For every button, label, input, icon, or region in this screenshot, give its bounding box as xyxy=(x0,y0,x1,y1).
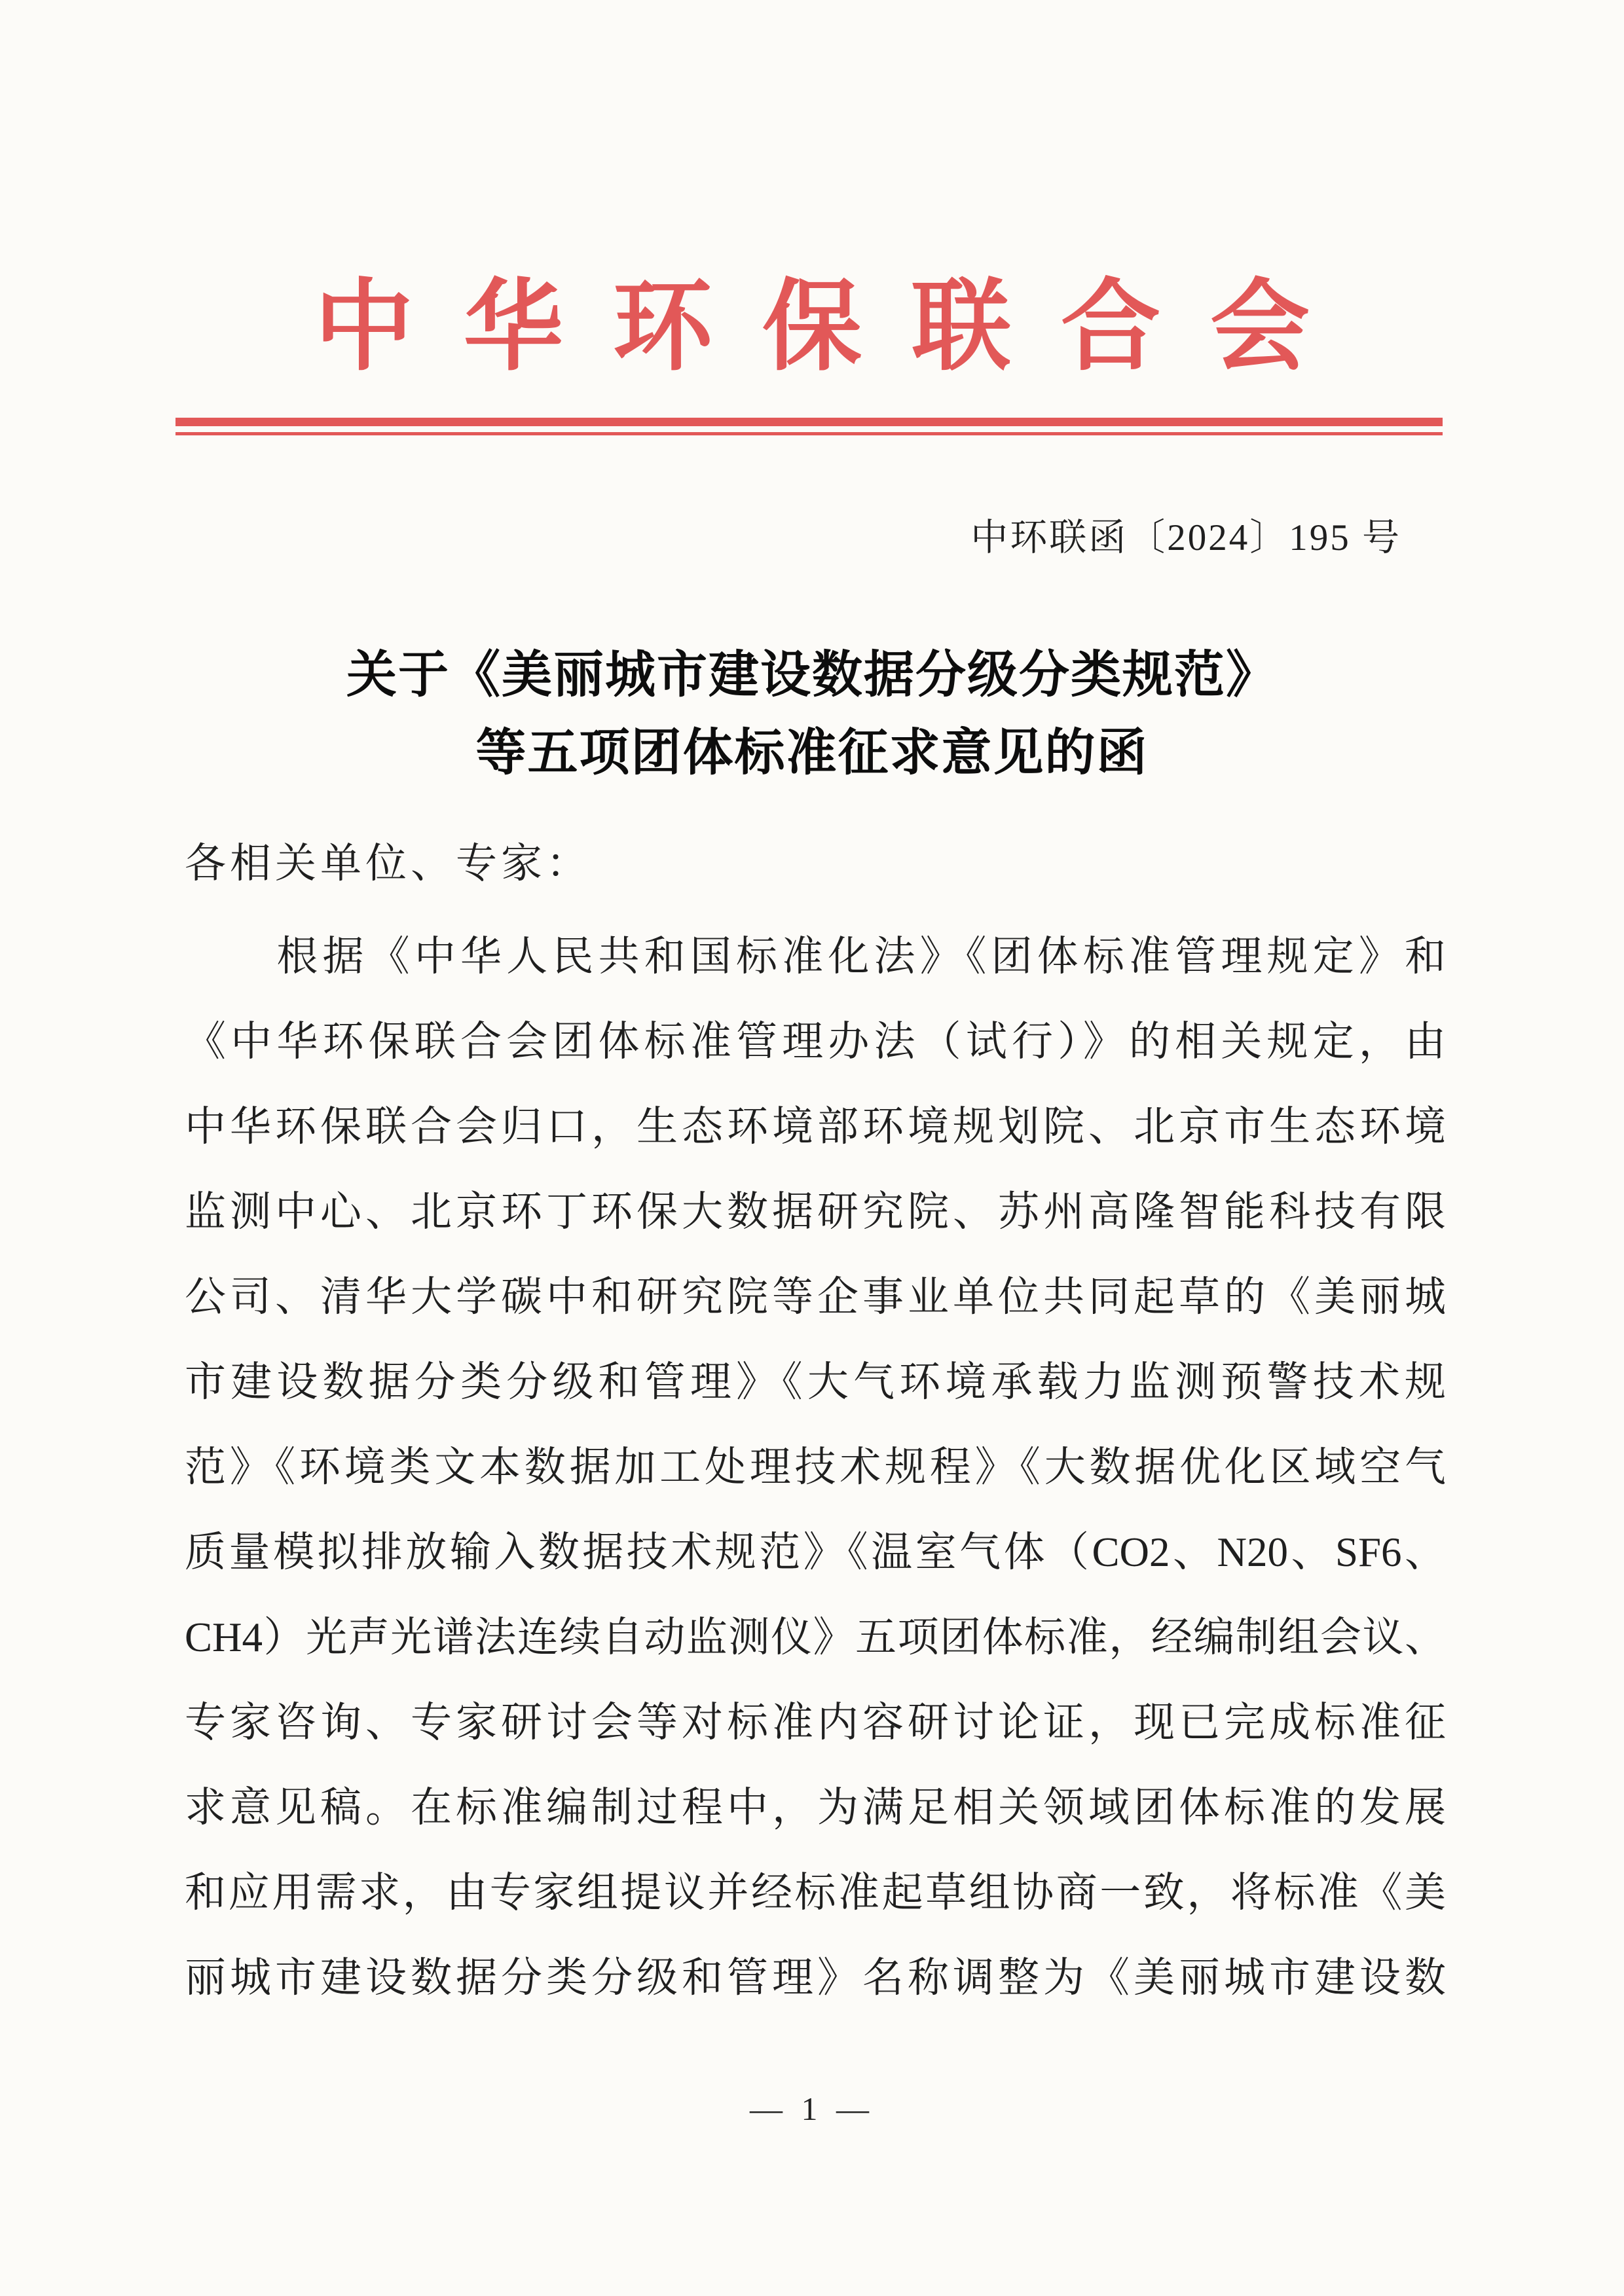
body-line: 求意见稿。在标准编制过程中，为满足相关领域团体标准的发展 xyxy=(185,1785,1446,1831)
document-title-line-1: 关于《美丽城市建设数据分级分类规范》 xyxy=(346,647,1278,703)
document-title-line-2: 等五项团体标准征求意见的函 xyxy=(475,725,1149,781)
body-paragraph xyxy=(185,914,1446,2020)
salutation: 各相关单位、专家： xyxy=(185,841,591,886)
red-divider-thick-line xyxy=(175,418,1443,426)
body-line: 《中华环保联合会团体标准管理办法（试行）》的相关规定，由 xyxy=(185,1019,1446,1065)
document-title xyxy=(0,636,1624,792)
body-line: 根据《中华人民共和国标准化法》《团体标准管理规定》和 xyxy=(185,934,1446,979)
red-divider xyxy=(175,418,1443,435)
body-line: 质量模拟排放输入数据技术规范》《温室气体（CO2、N20、SF6、 xyxy=(185,1529,1446,1575)
body-line: 专家咨询、专家研讨会等对标准内容研讨论证，现已完成标准征 xyxy=(185,1700,1446,1745)
body-line: 公司、清华大学碳中和研究院等企事业单位共同起草的《美丽城 xyxy=(185,1274,1446,1320)
red-divider-thin-line xyxy=(175,432,1443,435)
body-line: 范》《环境类文本数据加工处理技术规程》《大数据优化区域空气 xyxy=(185,1444,1446,1490)
document-number: 中环联函〔2024〕195 号 xyxy=(970,517,1401,558)
letterhead-title: 中华环保联合会 xyxy=(314,272,1359,382)
body-line: CH4）光声光谱法连续自动监测仪》五项团体标准，经编制组会议、 xyxy=(185,1614,1446,1660)
body-line: 市建设数据分类分级和管理》《大气环境承载力监测预警技术规 xyxy=(185,1359,1446,1405)
body-line: 和应用需求，由专家组提议并经标准起草组协商一致，将标准《美 xyxy=(185,1870,1446,1916)
body-line: 监测中心、北京环丁环保大数据研究院、苏州高隆智能科技有限 xyxy=(185,1189,1446,1235)
page-number: — 1 — xyxy=(750,2090,874,2127)
body-line: 丽城市建设数据分类分级和管理》名称调整为《美丽城市建设数 xyxy=(185,1955,1446,2001)
body-line: 中华环保联合会归口，生态环境部环境规划院、北京市生态环境 xyxy=(185,1104,1446,1150)
